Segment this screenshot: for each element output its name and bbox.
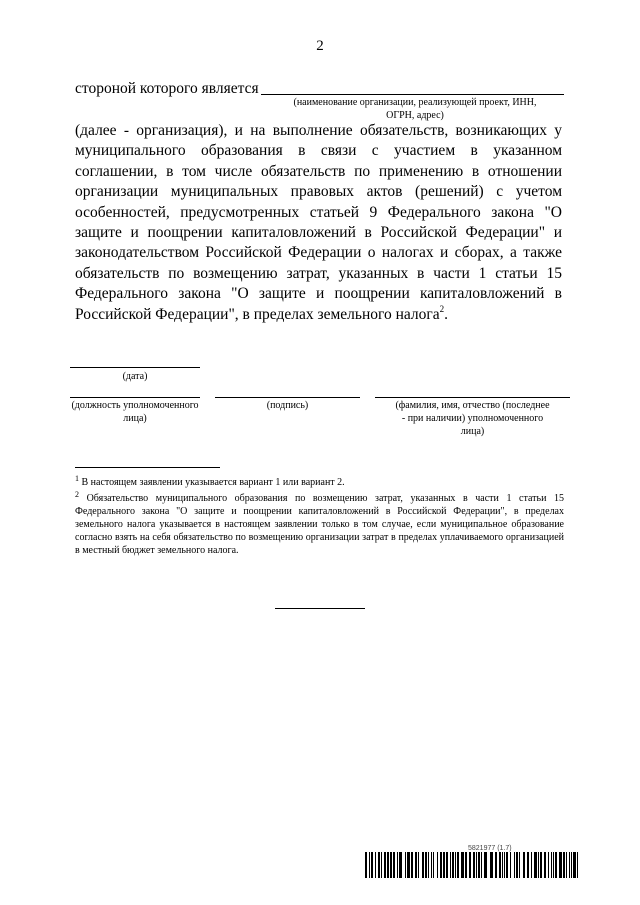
date-line bbox=[70, 367, 200, 368]
page-number: 2 bbox=[316, 38, 324, 54]
position-hint: (должность уполномоченного лица) bbox=[71, 400, 199, 424]
date-hint: (дата) bbox=[122, 371, 148, 382]
intro-text: стороной которого является bbox=[75, 80, 259, 97]
footnote-text: Обязательство муниципального образования по возмещению затрат, указанных в части 1 статьи 15 Федерального закона "О защите и поощрении капиталовложений в Российской Федерации", в пределах земельного налога указывается в настоящем заявлении только в том случае, если муниципальное образование согласно взять на себя обязательство по возмещению организации затрат в пределах уплачиваемого организацией в местный бюджет земельного налога. bbox=[75, 493, 564, 556]
footnote-marker: 2 bbox=[75, 490, 79, 499]
main-paragraph-end: . bbox=[444, 305, 449, 323]
organization-blank-line bbox=[261, 94, 564, 95]
organization-blank-hint: (наименование организации, реализующей проект, ИНН, ОГРН, адрес) bbox=[293, 97, 537, 121]
main-paragraph bbox=[75, 121, 562, 325]
end-of-text-line bbox=[275, 608, 365, 609]
footnote-1 bbox=[75, 476, 564, 489]
barcode bbox=[365, 852, 580, 878]
footnotes bbox=[75, 476, 564, 557]
barcode-code: 5821977 (1.7) bbox=[468, 845, 512, 852]
footnote-marker: 1 bbox=[75, 474, 79, 483]
footnote-separator bbox=[75, 467, 220, 468]
footnote-2 bbox=[75, 492, 564, 557]
footnote-text: В настоящем заявлении указывается вариант 1 или вариант 2. bbox=[81, 477, 345, 488]
main-paragraph-text: (далее - организация), и на выполнение обязательств, возникающих у муниципального образования в связи с участием в указанном соглашении, в том числе обязательств по применению в отношении организации муниципальных правовых актов (решений) с учетом особенностей, предусмотренных статьей 9 Федерального закона "О защите и поощрении капиталовложений в Российской Федерации" и законодательством Российской Федерации о налогах и сборах, а также обязательств по возмещению затрат, указанных в части 1 статьи 15 Федерального закона "О защите и поощрении капиталовложений в Российской Федерации", в пределах земельного налога bbox=[75, 122, 562, 323]
signature-line bbox=[215, 397, 360, 398]
footnote-ref-2: 2 bbox=[439, 303, 445, 314]
full-name-line bbox=[375, 397, 570, 398]
position-line bbox=[70, 397, 200, 398]
full-name-hint: (фамилия, имя, отчество (последнее - при наличии) уполномоченного лица) bbox=[395, 400, 550, 437]
signature-hint: (подпись) bbox=[266, 400, 309, 411]
